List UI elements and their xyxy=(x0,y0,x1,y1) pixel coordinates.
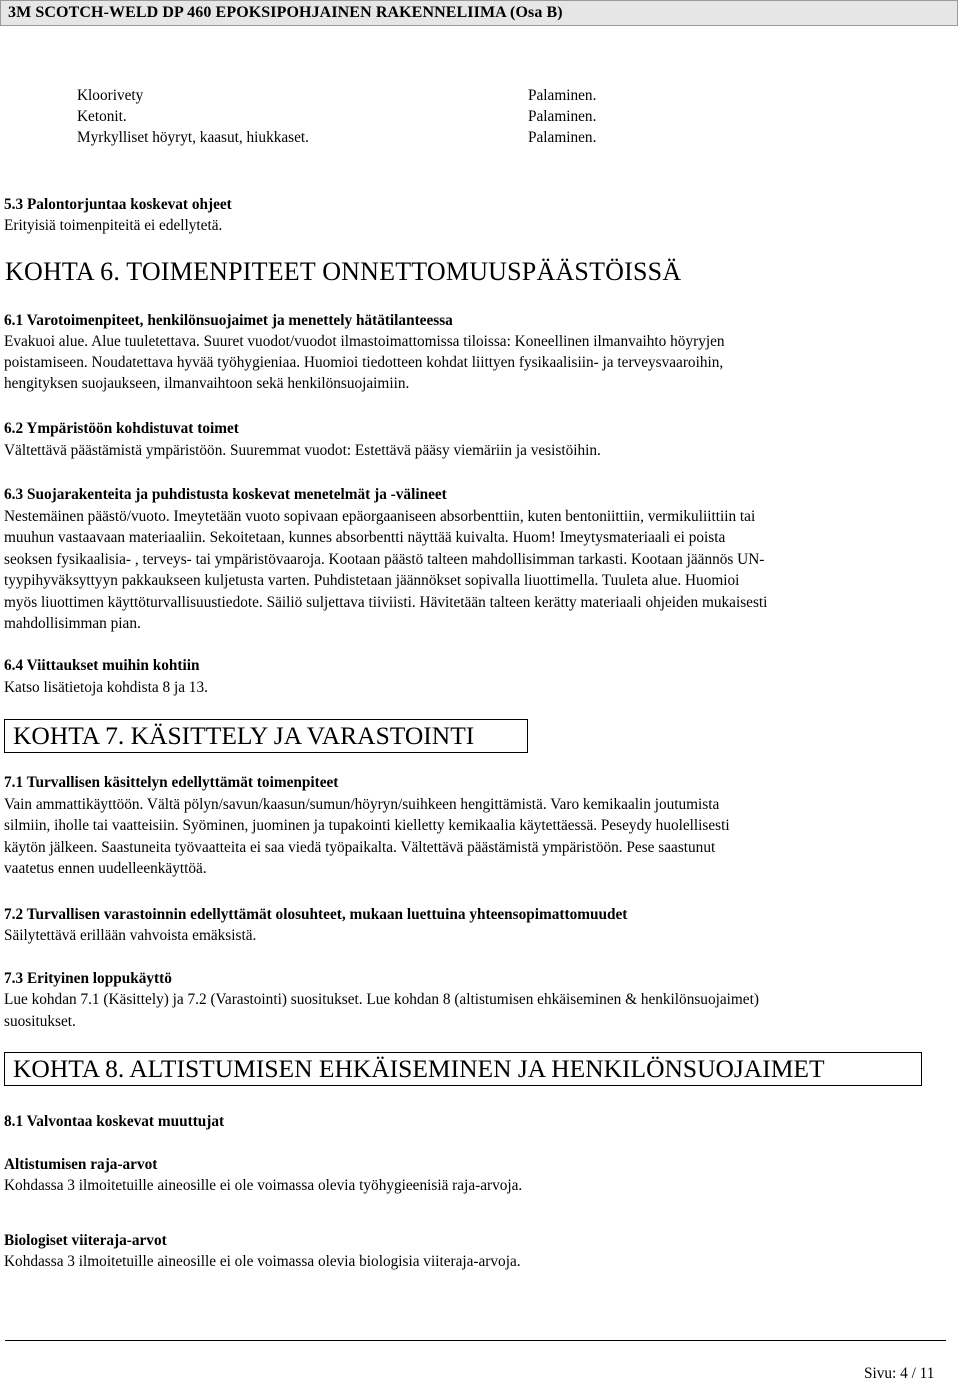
section-8-title: KOHTA 8. ALTISTUMISEN EHKÄISEMINEN JA HENKILÖNSUOJAIMET xyxy=(13,1054,825,1083)
paragraph-line: suositukset. xyxy=(4,1013,76,1030)
paragraph-line: seoksen fysikaalisia- , terveys- tai ympäristövaaroja. Kootaan päästö talteen mahdollisimman tarkasti. Kootaan jäännös UN- xyxy=(4,551,765,568)
document-title: 3M SCOTCH-WELD DP 460 EPOKSIPOHJAINEN RAKENNELIIMA (Osa B) xyxy=(8,4,563,21)
paragraph-line: Kohdassa 3 ilmoitetuille aineosille ei ole voimassa olevia biologisia viiteraja-arvoja. xyxy=(4,1253,521,1270)
subsection-5-3-text: Erityisiä toimenpiteitä ei edellytetä. xyxy=(4,217,223,234)
paragraph-line: myös liuottimen käyttöturvallisuustiedote. Säiliö suljettava tiiviisti. Hävitetään talteen kerätty materiaali ohjeiden mukaisesti xyxy=(4,594,768,611)
paragraph-line: Lue kohdan 7.1 (Käsittely) ja 7.2 (Varastointi) suositukset. Lue kohdan 8 (altistumisen ehkäiseminen & henkilönsuojaimet) xyxy=(4,991,759,1008)
paragraph-line: Vältettävä päästämistä ympäristöön. Suuremmat vuodot: Estettävä pääsy viemäriin ja vesistöihin. xyxy=(4,442,601,459)
paragraph-line: muuhun vastaavaan materiaaliin. Sekoitetaan, kunnes absorbentti näyttää kuivalta. Huom! Imeytysmateriaali ei poista xyxy=(4,529,726,546)
subsection-7-3-heading: 7.3 Erityinen loppukäyttö xyxy=(4,970,172,987)
paragraph-line: vaatetus ennen uudelleenkäyttöä. xyxy=(4,860,207,877)
paragraph-line: Kohdassa 3 ilmoitetuille aineosille ei ole voimassa olevia työhygieenisiä raja-arvoja. xyxy=(4,1177,523,1194)
paragraph-line: tyypihyväksyttyyn pakkaukseen kuljetusta varten. Puhdistetaan jäännökset sopivalla liuottimella. Tuuleta alue. Huomioi xyxy=(4,572,740,589)
paragraph-line: Säilytettävä erillään vahvoista emäksistä. xyxy=(4,927,257,944)
paragraph-line: silmiin, iholle tai vaatteisiin. Syöminen, juominen ja tupakointi kielletty kemikaalia käytettäessä. Peseydy huolellisesti xyxy=(4,817,730,834)
page-number: Sivu: 4 / 11 xyxy=(864,1365,935,1382)
paragraph-line: mahdollisimman pian. xyxy=(4,615,141,632)
subsection-8-1-heading: 8.1 Valvontaa koskevat muuttujat xyxy=(4,1113,225,1130)
subsection-7-1-heading: 7.1 Turvallisen käsittelyn edellyttämät toimenpiteet xyxy=(4,774,339,791)
paragraph-line: Vain ammattikäyttöön. Vältä pölyn/savun/kaasun/sumun/höyryn/suihkeen hengittämistä. Varo kemikaalin joutumista xyxy=(4,796,720,813)
exposure-limits-heading: Altistumisen raja-arvot xyxy=(4,1156,158,1173)
biological-limits-heading: Biologiset viiteraja-arvot xyxy=(4,1232,167,1249)
document-header xyxy=(0,0,958,26)
table-row-substance: Myrkylliset höyryt, kaasut, hiukkaset. xyxy=(77,129,309,146)
table-row-substance: Kloorivety xyxy=(77,87,144,104)
section-7-box xyxy=(4,719,528,753)
table-row-substance: Ketonit. xyxy=(77,108,127,125)
table-row-condition: Palaminen. xyxy=(528,129,597,146)
paragraph-line: Katso lisätietoja kohdista 8 ja 13. xyxy=(4,679,208,696)
paragraph-line: Evakuoi alue. Alue tuuletettava. Suuret vuodot/vuodot ilmastoimattomissa tiloissa: Koneellinen ilmanvaihto höyryjen xyxy=(4,333,725,350)
subsection-6-3-heading: 6.3 Suojarakenteita ja puhdistusta koskevat menetelmät ja -välineet xyxy=(4,486,447,503)
subsection-6-2-heading: 6.2 Ympäristöön kohdistuvat toimet xyxy=(4,420,239,437)
paragraph-line: poistamiseen. Noudatettava hyvää työhygieniaa. Huomioi tiedotteen kohdat liittyen fysikaalisiin- ja terveysvaaroihin, xyxy=(4,354,724,371)
paragraph-line: käytön jälkeen. Saastuneita työvaatteita ei saa viedä työpaikalta. Vältettävä päästämistä ympäristöön. Pese saastunut xyxy=(4,839,716,856)
paragraph-line: hengityksen suojaukseen, ilmanvaihtoon sekä henkilönsuojaimiin. xyxy=(4,375,410,392)
subsection-5-3-heading: 5.3 Palontorjuntaa koskevat ohjeet xyxy=(4,196,232,213)
subsection-7-2-heading: 7.2 Turvallisen varastoinnin edellyttämät olosuhteet, mukaan luettuina yhteensopimattomuudet xyxy=(4,906,628,923)
table-row-condition: Palaminen. xyxy=(528,108,597,125)
section-8-box xyxy=(4,1052,922,1086)
section-6-title: KOHTA 6. TOIMENPITEET ONNETTOMUUSPÄÄSTÖISSÄ xyxy=(5,257,682,286)
footer-divider xyxy=(5,1340,946,1341)
table-row-condition: Palaminen. xyxy=(528,87,597,104)
section-7-title: KOHTA 7. KÄSITTELY JA VARASTOINTI xyxy=(13,721,475,750)
subsection-6-4-heading: 6.4 Viittaukset muihin kohtiin xyxy=(4,657,200,674)
subsection-6-1-heading: 6.1 Varotoimenpiteet, henkilönsuojaimet ja menettely hätätilanteessa xyxy=(4,312,453,329)
paragraph-line: Nestemäinen päästö/vuoto. Imeytetään vuoto sopivaan epäorgaaniseen absorbenttiin, kuten bentoniittiin, vermikuliittiin tai xyxy=(4,508,756,525)
